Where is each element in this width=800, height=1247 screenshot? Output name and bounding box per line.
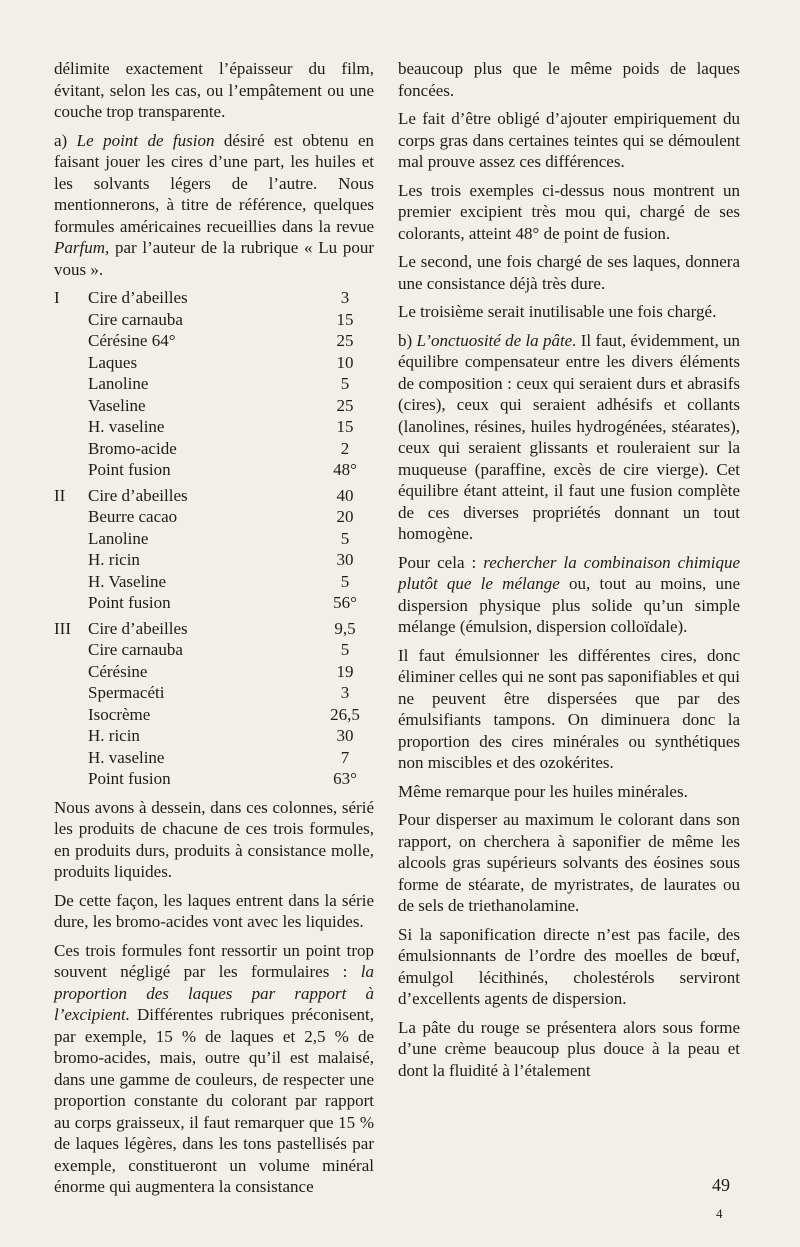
right-paragraph-9: Même remarque pour les huiles minérales. [398, 781, 688, 801]
ingredient-value: 19 [336, 661, 354, 681]
ingredient-name: Cérésine [88, 661, 148, 681]
ingredient-value: 2 [340, 438, 350, 458]
ingredient-name: Lanoline [88, 374, 149, 393]
ingredient-name: H. vaseline [88, 747, 165, 767]
ingredient-value: 7 [340, 747, 350, 767]
right-paragraph-7-text: ou, tout au moins, une dispersion physique plus solide qu’un simple mélange (émulsion, dispersion colloïdale). [398, 574, 740, 636]
right-paragraph-5: Le troisième serait inutilisable une fois chargé. [398, 302, 717, 321]
ingredient-name: Beurre cacao [88, 507, 178, 526]
left-paragraph-5-text-1: Ces trois formules font ressortir un point trop souvent négligé par les formulaires : [54, 940, 374, 981]
ingredient-name: Cire carnauba [88, 640, 183, 659]
ingredient-name: Cire carnauba [88, 309, 183, 329]
ingredient-value: 26,5 [330, 704, 360, 724]
left-paragraph-4: De cette façon, les laques entrent dans la série dure, les bromo-acides vont avec les liquides. [54, 890, 374, 931]
ingredient-name: Spermacéti [88, 683, 165, 702]
right-paragraph-6 [398, 330, 740, 545]
printer-mark: 4 [716, 1206, 723, 1221]
ingredient-name: Isocrème [88, 704, 151, 724]
section-b-marker: b) [398, 330, 417, 350]
right-paragraph-4: Le second, une fois chargé de ses laques, donnera une consistance déjà très dure. [398, 252, 740, 293]
ingredient-name: Lanoline [88, 528, 149, 548]
right-paragraph-7 [398, 552, 740, 638]
right-paragraph-7-lead: Pour cela : [398, 552, 484, 572]
formula-number: II [54, 485, 66, 505]
section-a-title: Le point de fusion [76, 130, 215, 150]
ingredient-value: 9,5 [334, 618, 356, 638]
left-paragraph-2 [54, 130, 374, 281]
ingredient-name: H. vaseline [88, 417, 165, 436]
section-a-marker: a) [54, 130, 77, 150]
ingredient-value: 10 [336, 352, 354, 372]
right-paragraph-10: Pour disperser au maximum le colorant dans son rapport, on cherchera à saponifier de même les alcools gras supérieurs solvants des éosines sous forme de stéarate, de myristrates, de laurates ou de sels de triethanolamine. [398, 810, 740, 915]
left-paragraph-5-text-2: Différentes rubriques préconisent, par exemple, 15 % de laques et 2,5 % de bromo-acides, mais, outre qu’il est malaisé, dans une gamme de couleurs, de respecter une proportion constante du colorant par rapport au corps graisseux, il faut remarquer que 15 % de laques légères, dans les tons pastellisés par exemple, constitueront un volume minéral énorme qui augmentera la consistance [54, 1005, 374, 1196]
ingredient-value: 3 [340, 288, 350, 307]
melting-point-label: Point fusion [88, 460, 171, 479]
melting-point-value: 63° [333, 769, 357, 788]
ingredient-value: 5 [340, 374, 350, 393]
ingredient-value: 25 [336, 395, 354, 415]
right-paragraph-7-emphasis: rechercher la combinaison chimique plutôt que le mélange [398, 552, 740, 593]
melting-point-label: Point fusion [88, 769, 171, 788]
formula-3 [54, 618, 374, 790]
section-b-text: Il faut, évidemment, un équilibre compensateur entre les divers éléments de composition : ceux qui seraient durs et abrasifs (cires), ceux qui seraient adhésifs et collants (lanolines, résines, huiles hydrogénées, stéarates), ceux qui seraient glissants et rouleraient sur la muqueuse (paraffine, excès de cire vierge). Cet équilibre étant atteint, il faut une fusion complète de ces diverses propriétés donnant un tout homogène. [398, 330, 740, 543]
ingredient-name: Laques [88, 352, 138, 372]
right-paragraph-8: Il faut émulsionner les différentes cires, donc éliminer celles qui ne sont pas saponifiables et qui ne peuvent être dispersées que par des émulsifiants tampons. On diminuera donc la proportion des cires minérales ou synthétiques non miscibles et des ozokérites. [398, 645, 740, 772]
section-a-text-1: désiré est obtenu en faisant jouer les cires d’une part, les huiles et les solvants légers de l’autre. Nous mentionnerons, à titre de référence, quelques formules américaines recueillies dans la revue [54, 130, 374, 236]
formula-2 [54, 485, 374, 614]
melting-point-value: 56° [333, 593, 357, 612]
page-number: 49 [712, 1175, 730, 1195]
right-paragraph-11: Si la saponification directe n’est pas facile, des émulsionnants de l’ordre des moelles de bœuf, émulgol lécithinés, cholestérols serviront d’excellents agents de dispersion. [398, 924, 740, 1008]
left-paragraph-1: délimite exactement l’épaisseur du film, évitant, selon les cas, ou l’empâtement ou une couche trop transparente. [54, 59, 374, 121]
right-paragraph-2: Le fait d’être obligé d’ajouter empiriquement du corps gras dans certaines teintes qui se démoulent mal prouve assez ces différences. [398, 109, 740, 171]
ingredient-value: 25 [336, 331, 354, 350]
section-a-text-2: par l’auteur de la rubrique « Lu pour vous ». [54, 238, 374, 279]
ingredient-name: Cire d’abeilles [88, 618, 188, 638]
section-b-title: L’onctuosité de la pâte. [416, 330, 577, 350]
formula-list [54, 287, 374, 790]
formula-number: III [54, 618, 71, 638]
formula-1 [54, 287, 374, 481]
ingredient-value: 30 [336, 726, 354, 745]
ingredient-value: 20 [336, 507, 354, 526]
ingredient-value: 5 [340, 640, 350, 659]
left-paragraph-3: Nous avons à dessein, dans ces colonnes, sérié les produits de chacune de ces trois formules, en produits durs, produits à consistance molle, produits liquides. [54, 797, 374, 881]
ingredient-name: Cérésine 64° [88, 331, 176, 350]
ingredient-value: 3 [340, 683, 350, 702]
left-column [54, 58, 374, 1205]
ingredient-name: H. ricin [88, 726, 140, 745]
ingredient-name: Cire d’abeilles [88, 288, 188, 307]
right-column [398, 58, 740, 1088]
ingredient-value: 40 [336, 485, 354, 505]
ingredient-name: H. ricin [88, 550, 140, 569]
ingredient-name: Vaseline [88, 395, 146, 415]
ingredient-value: 5 [340, 571, 350, 591]
ingredient-name: H. Vaseline [88, 571, 167, 591]
melting-point-value: 48° [333, 460, 357, 479]
formula-number: I [54, 288, 60, 307]
ingredient-name: Bromo-acide [88, 438, 177, 458]
left-paragraph-5 [54, 940, 374, 1198]
melting-point-label: Point fusion [88, 593, 171, 612]
ingredient-value: 30 [336, 550, 354, 569]
right-paragraph-12: La pâte du rouge se présentera alors sous forme d’une crème beaucoup plus douce à la peau et dont la fluidité à l’étalement [398, 1017, 740, 1080]
ingredient-value: 15 [336, 417, 354, 436]
ingredient-value: 5 [340, 528, 350, 548]
right-paragraph-1: beaucoup plus que le même poids de laques foncées. [398, 59, 740, 100]
left-paragraph-5-emphasis: la proportion des laques par rapport à l’excipient. [54, 962, 374, 1024]
ingredient-name: Cire d’abeilles [88, 485, 188, 505]
ingredient-value: 15 [336, 309, 354, 329]
magazine-name: Parfum, [54, 238, 110, 257]
right-paragraph-3: Les trois exemples ci-dessus nous montrent un premier excipient très mou qui, chargé de ses colorants, atteint 48° de point de fusion. [398, 180, 740, 243]
